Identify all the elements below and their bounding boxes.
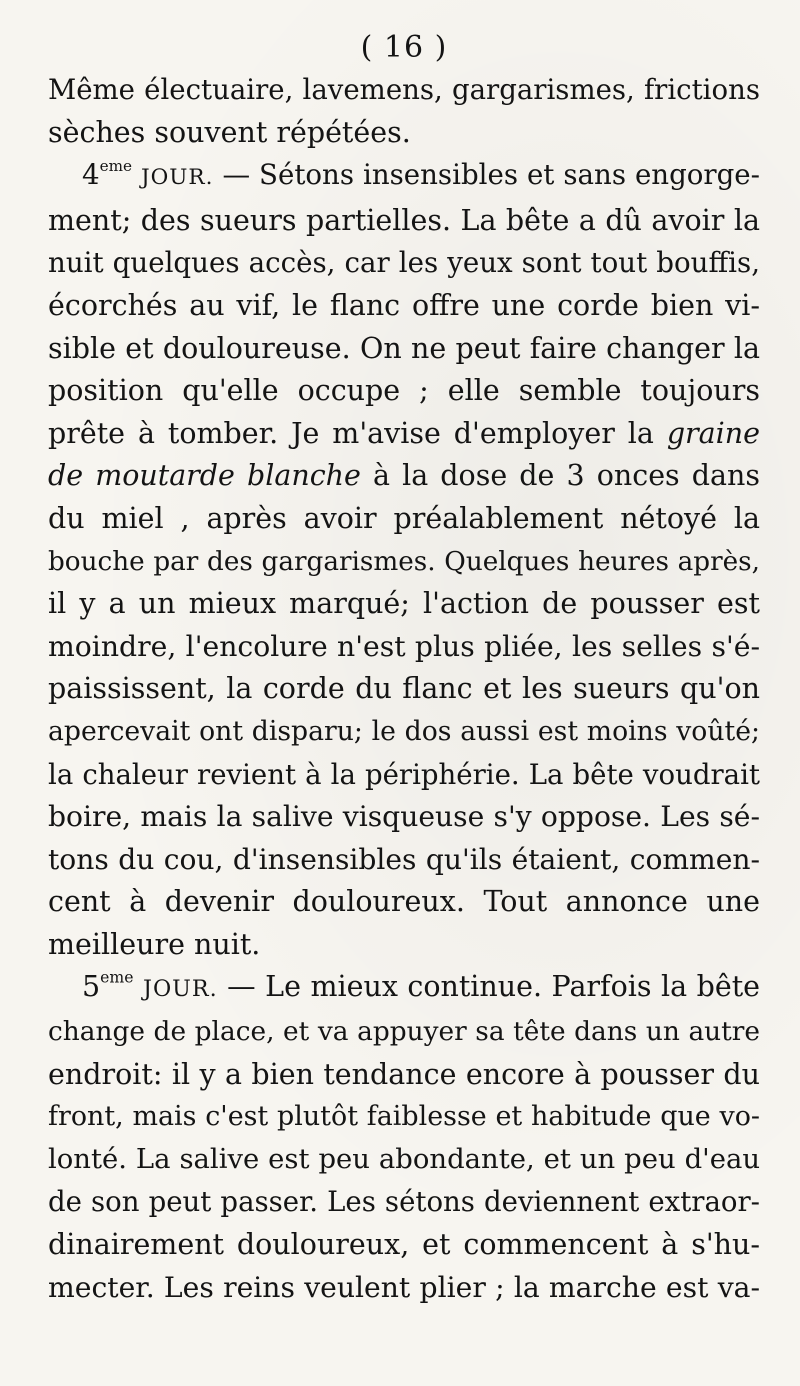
text-line: meilleure nuit. xyxy=(48,927,261,961)
text-line: il y a un mieux marqué; l'action de pousser est xyxy=(48,587,760,621)
day-4-heading: 4eme JOUR. — xyxy=(82,157,251,192)
text-line: apercevait ont disparu; le dos aussi est moins voûté; xyxy=(48,715,760,747)
italic-term: graine xyxy=(666,416,761,450)
day-5-heading: 5eme JOUR. — xyxy=(82,968,256,1004)
text-line: bouche par des gargarismes. Quelques heures après, xyxy=(48,546,760,577)
body-text xyxy=(48,69,760,1309)
day-5-paragraph-start: 5eme JOUR. — Le mieux continue. Parfois la bête xyxy=(82,968,761,1004)
text-line: Même électuaire, lavemens, gargarismes, frictions xyxy=(48,73,760,106)
page-number: ( 16 ) xyxy=(360,30,448,65)
text-line: lonté. La salive est peu abondante, et un peu d'eau xyxy=(48,1143,760,1175)
text-line: moindre, l'encolure n'est plus pliée, les selles s'é- xyxy=(48,629,760,663)
text-line: ment; des sueurs partielles. La bête a dû avoir la xyxy=(48,203,760,237)
text-line: mecter. Les reins veulent plier ; la marche est va- xyxy=(48,1270,760,1304)
text-line: position qu'elle occupe ; elle semble toujours xyxy=(48,374,760,408)
italic-term: de moutarde blanche xyxy=(48,459,361,493)
text-line: change de place, et va appuyer sa tête dans un autre xyxy=(48,1017,760,1048)
text-line: sèches souvent répétées. xyxy=(48,115,411,149)
text-line: boire, mais la salive visqueuse s'y oppose. Les sé- xyxy=(48,800,760,834)
text-line: endroit: il y a bien tendance encore à pousser du xyxy=(48,1057,760,1091)
text-line: dinairement douloureux, et commencent à s'hu- xyxy=(48,1228,760,1262)
text-line: nuit quelques accès, car les yeux sont tout bouffis, xyxy=(48,246,760,280)
text-line: prête à tomber. Je m'avise d'employer la graine xyxy=(48,416,761,450)
text-line: paississent, la corde du flanc et les sueurs qu'on xyxy=(48,672,760,706)
text-line: du miel , après avoir préalablement nétoyé la xyxy=(48,501,760,535)
text-line: écorchés au vif, le flanc offre une corde bien vi- xyxy=(48,288,760,322)
text-line: sible et douloureuse. On ne peut faire changer la xyxy=(48,331,760,365)
text-line: la chaleur revient à la périphérie. La bête voudrait xyxy=(48,757,760,791)
text-line: tons du cou, d'insensibles qu'ils étaient, commen- xyxy=(48,842,760,876)
text-line: cent à devenir douloureux. Tout annonce une xyxy=(48,885,760,919)
text-line: de son peut passer. Les sétons deviennent extraor- xyxy=(48,1185,760,1219)
text-line: front, mais c'est plutôt faiblesse et habitude que vo- xyxy=(48,1101,760,1133)
day-4-paragraph-start: 4eme JOUR. — Sétons insensibles et sans engorge- xyxy=(82,157,760,192)
text-line: de moutarde blanche à la dose de 3 onces dans xyxy=(48,459,760,493)
